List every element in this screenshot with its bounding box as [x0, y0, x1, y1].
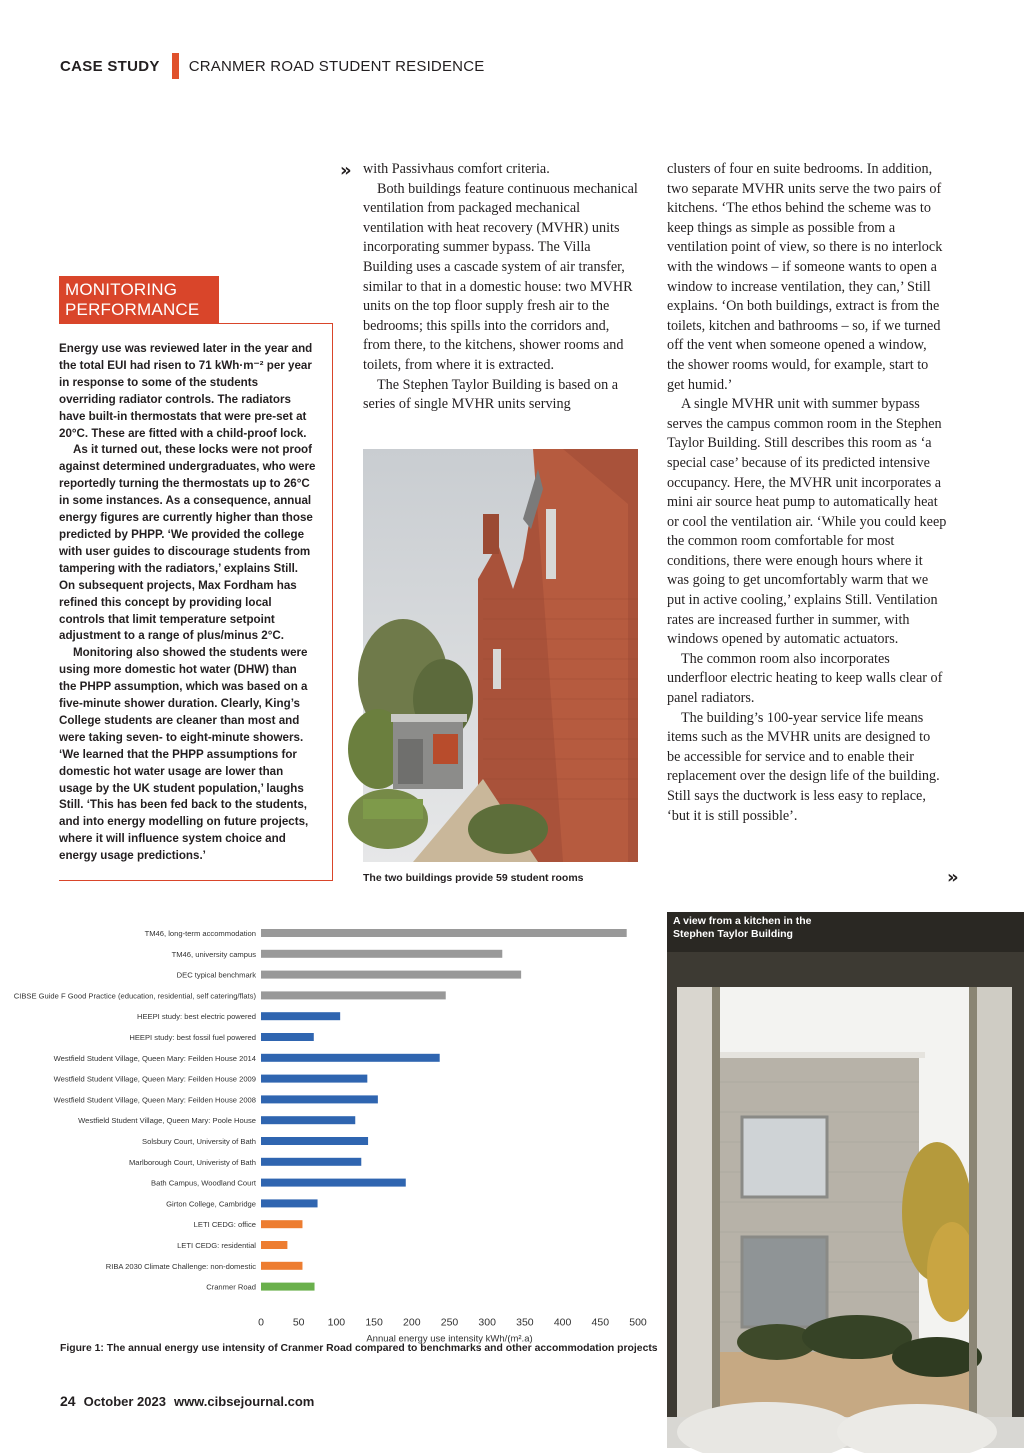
sidebar-heading-line2: PERFORMANCE: [65, 300, 200, 319]
bar: [261, 1199, 318, 1207]
body-paragraph: The Stephen Taylor Building is based on a series of single MVHR units serving: [363, 376, 619, 413]
column-2-text: [667, 160, 947, 826]
bar: [261, 1116, 355, 1124]
building-photo: [363, 449, 638, 862]
body-paragraph: clusters of four en suite bedrooms. In addition, two separate MVHR units serve the two pairs of kitchens. ‘The ethos behind the scheme was to keep things as simple as possible from a ventilation point of view, so there is no interlock with the windows – if someone wants to open a window to increase ventilation, they can,’ Still explains. ‘On both buildings, extract is from the toilets, kitchen and bathrooms – so, if we turned off the vent when someone opened a window, the shower rooms would, for example, start to get humid.’: [667, 161, 943, 393]
bar: [261, 1054, 440, 1062]
bar: [261, 1283, 315, 1291]
bar: [261, 1137, 368, 1145]
category-label: Westfield Student Village, Queen Mary: Feilden House 2014: [53, 1053, 256, 1063]
category-label: HEEPI study: best electric powered: [136, 1012, 256, 1022]
category-label: Westfield Student Village, Queen Mary: Feilden House 2009: [53, 1074, 256, 1084]
body-paragraph: The building’s 100-year service life means items such as the MVHR units are designed to be accessible for service and to enable their replacement over the design life of the building. Still says the ductwork is less easy to replace, ‘but it is still possible’.: [667, 709, 940, 824]
sidebar-heading-line1: MONITORING: [65, 280, 178, 299]
category-label: LETI CEDG: office: [193, 1220, 256, 1230]
body-paragraph: The common room also incorporates underfloor electric heating to keep walls clear of panel radiators.: [667, 650, 943, 707]
x-tick-label: 450: [591, 1316, 610, 1329]
category-label: TM46, long-term accommodation: [144, 929, 256, 938]
section-label: CASE STUDY: [60, 57, 160, 75]
sidebar-paragraph: Energy use was reviewed later in the year and the total EUI had risen to 71 kWh·m⁻² per year in response to some of the students overriding radiator controls. The radiators have built-in thermostats that were pre-set at 20°C. These are fitted with a child-proof lock.: [59, 342, 313, 440]
body-paragraph: Both buildings feature continuous mechanical ventilation from packaged mechanical ventilation with heat recovery (MVHR) units incorporating summer bypass. The Villa Building uses a cascade system of air transfer, similar to that in a domestic house: two MVHR units on the top floor supply fresh air to the bedrooms; this spills into the corridors and, from there, to the kitchens, shower rooms and toilets, from where it is extracted.: [363, 180, 638, 373]
x-tick-label: 200: [403, 1316, 421, 1329]
category-label: CIBSE Guide F Good Practice (education, residential, self catering/flats): [13, 991, 256, 1001]
bar: [261, 1012, 340, 1020]
column-1-text: [363, 160, 639, 415]
category-label: RIBA 2030 Climate Challenge: non-domestic: [105, 1261, 256, 1271]
sidebar-body: [59, 341, 316, 865]
continued-from-icon: »: [340, 160, 352, 181]
bar: [261, 1241, 287, 1249]
issue-date: October 2023: [83, 1394, 166, 1409]
x-tick-label: 150: [365, 1316, 383, 1329]
bar: [261, 929, 627, 937]
bar: [261, 1033, 314, 1041]
page-footer: [60, 1393, 314, 1409]
category-label: LETI CEDG: residential: [177, 1241, 256, 1250]
x-tick-label: 400: [553, 1316, 572, 1329]
bar: [261, 1158, 361, 1166]
category-label: Cranmer Road: [206, 1282, 256, 1292]
category-label: Westfield Student Village, Queen Mary: Poole House: [78, 1116, 256, 1126]
x-tick-label: 50: [292, 1316, 305, 1329]
eui-bar-chart: [0, 918, 660, 1345]
bar: [261, 950, 502, 958]
article-title: CRANMER ROAD STUDENT RESIDENCE: [188, 57, 485, 75]
bar: [261, 1220, 302, 1228]
continued-icon: »: [947, 867, 959, 888]
x-tick-label: 500: [629, 1316, 647, 1329]
photo-caption-overlay: A view from a kitchen in the Stephen Taylor Building: [673, 915, 812, 940]
bar: [261, 991, 446, 999]
category-label: Westfield Student Village, Queen Mary: Feilden House 2008: [53, 1095, 256, 1105]
sidebar-paragraph: Monitoring also showed the students were using more domestic hot water (DHW) than the PHPP assumption, which was based on a five-minute shower duration. Clearly, King’s College students are cleaner than most and were taking seven- to eight-minute showers. ‘We learned that the PHPP assumptions for domestic hot water usage are lower than usage by the UK student population,’ laughs Still. ‘This has been fed back to the students, and into energy modelling on future projects, where it will influence system choice and energy usage predictions.’: [59, 646, 309, 863]
header-divider: [172, 53, 179, 79]
x-axis-label: Annual energy use intensity kWh/(m².a): [366, 1333, 533, 1345]
figure-caption: Figure 1: The annual energy use intensity of Cranmer Road compared to benchmarks and other accommodation projects: [60, 1343, 658, 1354]
website-url: www.cibsejournal.com: [173, 1394, 315, 1409]
kitchen-view-photo: [667, 912, 1024, 1448]
kitchen-view-illustration: [667, 912, 1024, 1448]
category-label: DEC typical benchmark: [176, 970, 256, 980]
building-photo-illustration: [363, 449, 638, 862]
bar: [261, 1262, 302, 1270]
bar: [261, 1075, 367, 1083]
category-label: HEEPI study: best fossil fuel powered: [129, 1033, 256, 1042]
x-tick-label: 300: [478, 1316, 496, 1329]
category-label: Marlborough Court, Univeristy of Bath: [128, 1157, 256, 1167]
x-tick-label: 100: [327, 1316, 346, 1329]
body-paragraph: A single MVHR unit with summer bypass serves the campus common room in the Stephen Taylor Building. Still describes this room as ‘a special case’ because of its predicted intensive occupancy. Here, the MVHR unit incorporates a mini air source heat pump to automatically heat or cool the ventilation air. ‘While you could keep the common room comfortable for most conditions, there were enough hours where it was going to get uncomfortably warm that we put in active cooling,’ explains Still. Ventilation rates are increased further in summer, with windows opened by automatic actuators.: [667, 396, 947, 648]
photo-caption: The two buildings provide 59 student rooms: [363, 872, 584, 884]
x-tick-label: 250: [440, 1316, 459, 1329]
category-label: Girton College, Cambridge: [166, 1199, 256, 1209]
category-label: TM46, university campus: [171, 949, 256, 959]
body-paragraph: with Passivhaus comfort criteria.: [363, 161, 550, 177]
page-number: 24: [60, 1393, 76, 1409]
sidebar-paragraph: As it turned out, these locks were not proof against determined undergraduates, who were reportedly turning the thermostats up to 26°C in some instances. As a consequence, annual energy figures are currently higher than those predicted by PHPP. ‘We provided the college with user guides to discourage students from tampering with the radiators,’ explains Still. On subsequent projects, Max Fordham has refined this concept by providing local controls that limit temperature setpoint adjustment to a range of plus/minus 2°C.: [59, 443, 316, 643]
bar: [261, 1179, 406, 1187]
category-label: Bath Campus, Woodland Court: [151, 1178, 256, 1188]
category-label: Solsbury Court, University of Bath: [142, 1137, 256, 1146]
page-header: [60, 52, 484, 80]
bar: [261, 971, 521, 979]
sidebar-heading: [59, 276, 219, 324]
x-tick-label: 350: [516, 1316, 534, 1329]
bar: [261, 1095, 378, 1103]
x-tick-label: 0: [258, 1316, 264, 1329]
